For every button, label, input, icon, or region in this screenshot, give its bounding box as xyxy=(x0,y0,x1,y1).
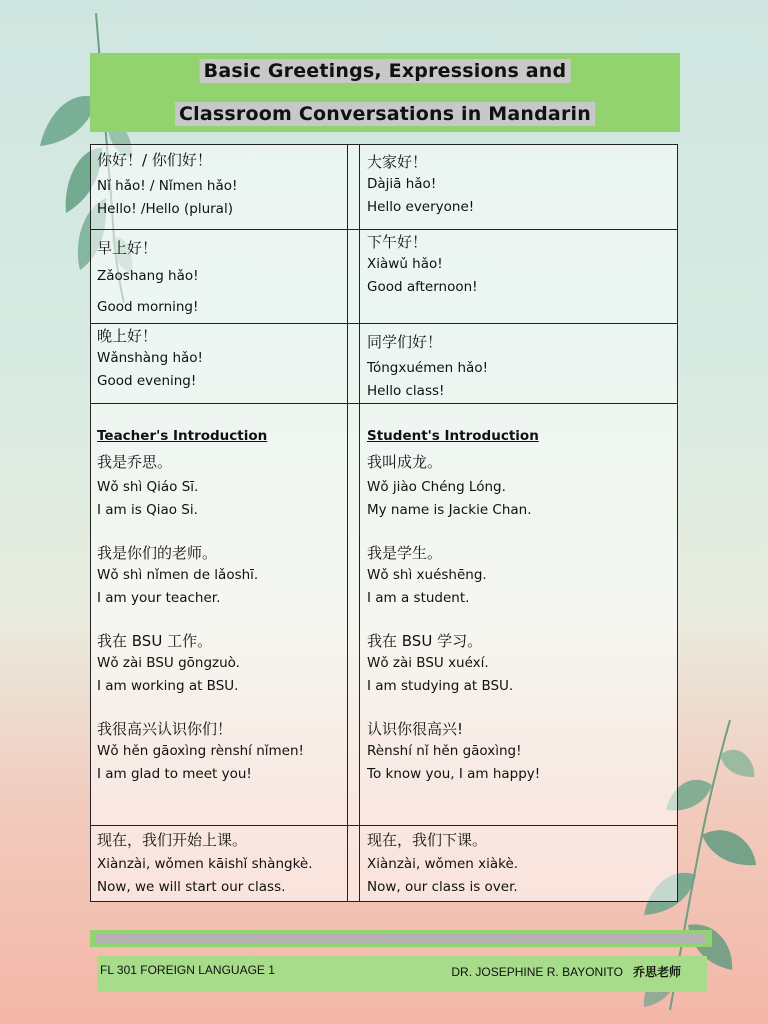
chinese-text: 我是乔思。 xyxy=(97,453,173,471)
chinese-text: 下午好！ xyxy=(367,233,428,251)
instructor-name: DR. JOSEPHINE R. BAYONITO xyxy=(451,965,623,979)
english-text: Hello! /Hello (plural) xyxy=(97,201,233,217)
chinese-text: 我叫成龙。 xyxy=(367,453,443,471)
pinyin-text: Rènshí nǐ hěn gāoxìng! xyxy=(367,743,522,759)
student-introduction xyxy=(367,425,540,786)
english-text: Good evening! xyxy=(97,373,197,389)
table-cell xyxy=(97,149,237,221)
english-text: My name is Jackie Chan. xyxy=(367,502,532,518)
english-text: I am a student. xyxy=(367,590,470,606)
chinese-text: 认识你很高兴! xyxy=(367,720,464,738)
chinese-text: 你好！/ 你们好！ xyxy=(97,151,212,169)
chinese-text: 现在，我们开始上课。 xyxy=(97,831,248,849)
column-divider xyxy=(347,145,348,901)
title-line-1: Basic Greetings, Expressions and xyxy=(200,59,571,83)
section-heading: Student's Introduction xyxy=(367,428,539,444)
course-label: FL 301 FOREIGN LANGUAGE 1 xyxy=(100,963,275,977)
row-divider xyxy=(91,229,677,230)
chinese-text: 大家好！ xyxy=(367,153,428,171)
table-cell xyxy=(367,829,518,899)
table-cell xyxy=(367,331,488,403)
pinyin-text: Wǒ shì xuéshēng. xyxy=(367,567,487,583)
pinyin-text: Wǒ jiào Chéng Lóng. xyxy=(367,479,506,495)
row-divider xyxy=(91,403,677,404)
table-cell xyxy=(367,231,478,299)
pinyin-text: Wǒ hěn gāoxìng rènshí nǐmen! xyxy=(97,743,304,759)
chinese-text: 我在 BSU 学习。 xyxy=(367,632,483,650)
table-cell xyxy=(97,829,313,899)
english-text: I am working at BSU. xyxy=(97,678,239,694)
instructor-label xyxy=(451,963,681,980)
chinese-text: 同学们好！ xyxy=(367,333,443,351)
english-text: I am glad to meet you! xyxy=(97,766,252,782)
english-text: To know you, I am happy! xyxy=(367,766,541,782)
teacher-introduction xyxy=(97,425,304,786)
english-text: Hello class! xyxy=(367,383,445,399)
pinyin-text: Wǒ shì Qiáo Sī. xyxy=(97,479,199,495)
pinyin-text: Dàjiā hǎo! xyxy=(367,176,437,192)
footer xyxy=(97,956,707,992)
english-text: Now, our class is over. xyxy=(367,879,518,895)
english-text: Hello everyone! xyxy=(367,199,475,215)
pinyin-text: Nǐ hǎo! / Nǐmen hǎo! xyxy=(97,178,238,194)
english-text: I am studying at BSU. xyxy=(367,678,514,694)
pinyin-text: Wǒ zài BSU gōngzuò. xyxy=(97,655,240,671)
chinese-text: 早上好！ xyxy=(97,239,158,257)
table-cell xyxy=(367,151,474,219)
chinese-text: 我在 BSU 工作。 xyxy=(97,632,213,650)
pinyin-text: Wǒ shì nǐmen de lǎoshī. xyxy=(97,567,259,583)
chinese-text: 我很高兴认识你们！ xyxy=(97,720,233,738)
english-text: I am is Qiao Si. xyxy=(97,502,198,518)
table-cell xyxy=(97,325,203,393)
chinese-text: 我是你们的老师。 xyxy=(97,544,218,562)
row-divider xyxy=(91,323,677,324)
phrase-table xyxy=(90,144,678,902)
chinese-text: 现在，我们下课。 xyxy=(367,831,488,849)
title-line-2: Classroom Conversations in Mandarin xyxy=(175,102,595,126)
instructor-chinese-name: 乔思老师 xyxy=(632,965,681,979)
section-heading: Teacher's Introduction xyxy=(97,428,268,444)
english-text: Good morning! xyxy=(97,299,199,315)
pinyin-text: Wǎnshàng hǎo! xyxy=(97,350,203,366)
table-cell xyxy=(97,237,199,319)
pinyin-text: Tóngxuémen hǎo! xyxy=(367,360,488,376)
english-text: I am your teacher. xyxy=(97,590,221,606)
english-text: Good afternoon! xyxy=(367,279,478,295)
pinyin-text: Wǒ zài BSU xuéxí. xyxy=(367,655,489,671)
pinyin-text: Zǎoshang hǎo! xyxy=(97,268,199,284)
english-text: Now, we will start our class. xyxy=(97,879,286,895)
column-divider xyxy=(359,145,360,901)
title-banner xyxy=(90,53,680,132)
row-divider xyxy=(91,825,677,826)
footer-divider-bar xyxy=(90,930,712,947)
chinese-text: 我是学生。 xyxy=(367,544,443,562)
pinyin-text: Xiànzài, wǒmen kāishǐ shàngkè. xyxy=(97,856,313,872)
chinese-text: 晚上好！ xyxy=(97,327,158,345)
pinyin-text: Xiàwǔ hǎo! xyxy=(367,256,443,272)
pinyin-text: Xiànzài, wǒmen xiàkè. xyxy=(367,856,519,872)
